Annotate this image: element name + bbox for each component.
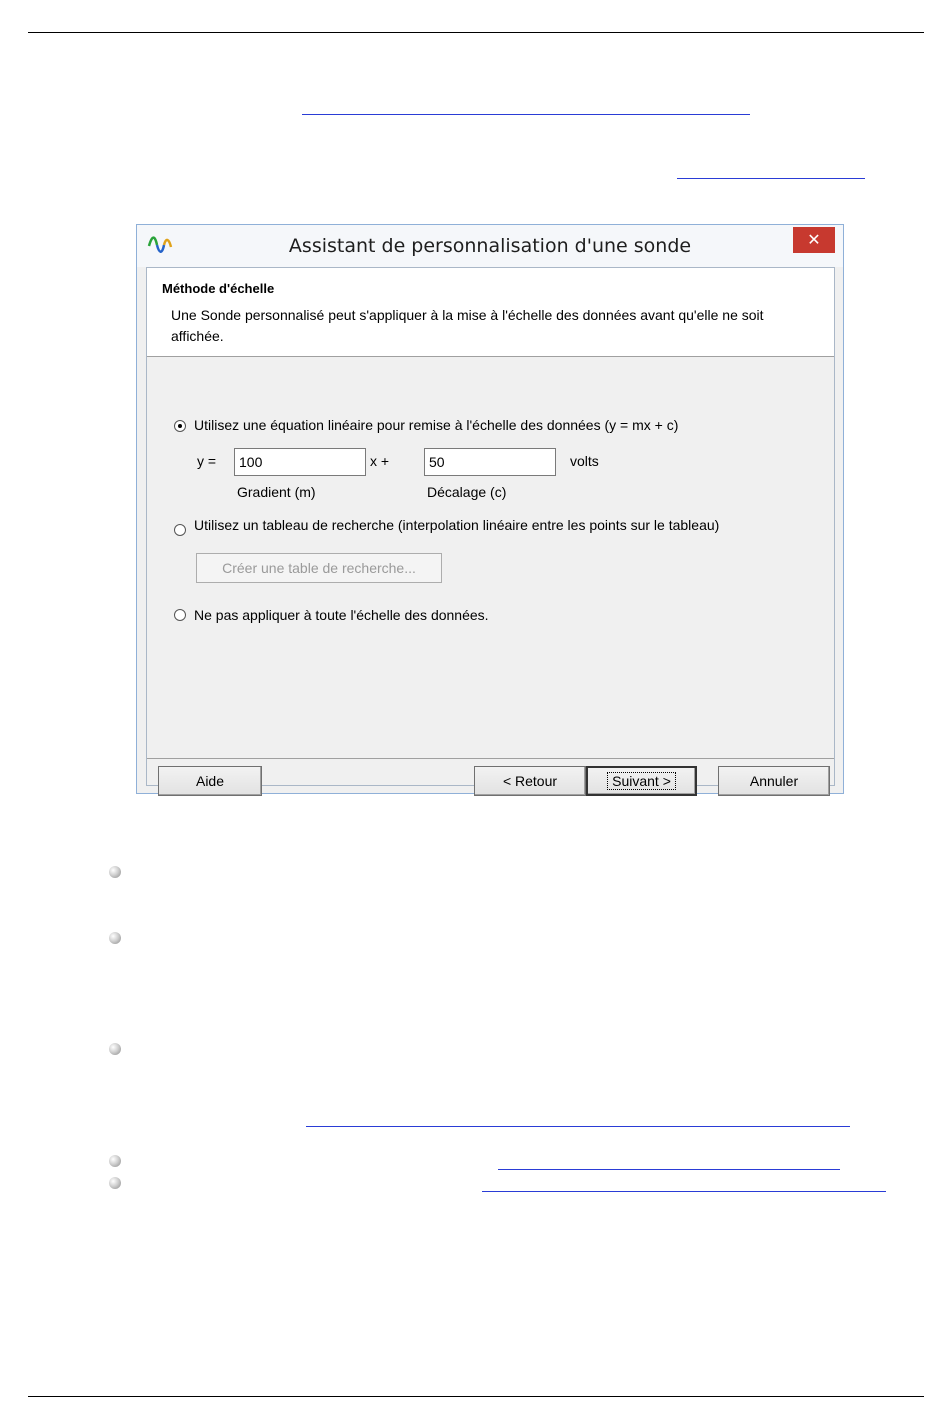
- gradient-input[interactable]: [234, 448, 366, 476]
- custom-probe-wizard-dialog: [136, 224, 844, 794]
- bullet-icon: [109, 866, 121, 878]
- close-button[interactable]: [793, 227, 835, 253]
- wizard-header: [147, 268, 834, 357]
- radio-lookup-table[interactable]: [174, 524, 186, 536]
- page-link-underline[interactable]: [498, 1169, 840, 1170]
- x-plus-label: x +: [370, 453, 390, 469]
- page-link-underline[interactable]: [677, 178, 865, 179]
- bullet-icon: [109, 1043, 121, 1055]
- title-bar: [137, 225, 843, 267]
- bullet-icon: [109, 932, 121, 944]
- radio-no-scaling[interactable]: [174, 609, 186, 621]
- next-button-label: Suivant >: [607, 772, 676, 790]
- dialog-title: Assistant de personnalisation d'une sonde: [288, 235, 692, 257]
- gradient-caption: Gradient (m): [237, 484, 316, 500]
- next-button[interactable]: [586, 766, 697, 796]
- create-lookup-table-button[interactable]: Créer une table de recherche...: [196, 553, 442, 583]
- page-link-underline[interactable]: [306, 1126, 850, 1127]
- bullet-icon: [109, 1155, 121, 1167]
- page-top-rule: [28, 32, 924, 33]
- page-link-underline[interactable]: [302, 114, 750, 115]
- footer-divider: [147, 758, 834, 759]
- radio-lookup-table-label[interactable]: Utilisez un tableau de recherche (interpolation linéaire entre les points sur le tableau): [194, 517, 720, 533]
- unit-label: volts: [570, 453, 599, 469]
- bullet-icon: [109, 1177, 121, 1189]
- back-button[interactable]: < Retour: [474, 766, 586, 796]
- cancel-button[interactable]: Annuler: [718, 766, 830, 796]
- wizard-client-area: [146, 267, 835, 789]
- page-link-underline[interactable]: [482, 1191, 886, 1192]
- y-equals-label: y =: [197, 453, 217, 469]
- radio-linear-equation[interactable]: [174, 420, 186, 432]
- step-description: Une Sonde personnalisé peut s'appliquer à la mise à l'échelle des données avant qu'elle ne soit affichée.: [171, 307, 764, 344]
- close-icon: ✕: [807, 230, 821, 249]
- offset-input[interactable]: [424, 448, 556, 476]
- lookup-label-clip: [194, 516, 794, 535]
- page-bottom-rule: [28, 1396, 924, 1397]
- waveform-icon: [147, 233, 173, 257]
- radio-no-scaling-label[interactable]: Ne pas appliquer à toute l'échelle des données.: [194, 607, 489, 623]
- offset-caption: Décalage (c): [427, 484, 507, 500]
- step-title: Méthode d'échelle: [162, 281, 275, 296]
- radio-linear-equation-label[interactable]: Utilisez une équation linéaire pour remise à l'échelle des données (y = mx + c): [194, 417, 679, 433]
- help-button[interactable]: Aide: [158, 766, 262, 796]
